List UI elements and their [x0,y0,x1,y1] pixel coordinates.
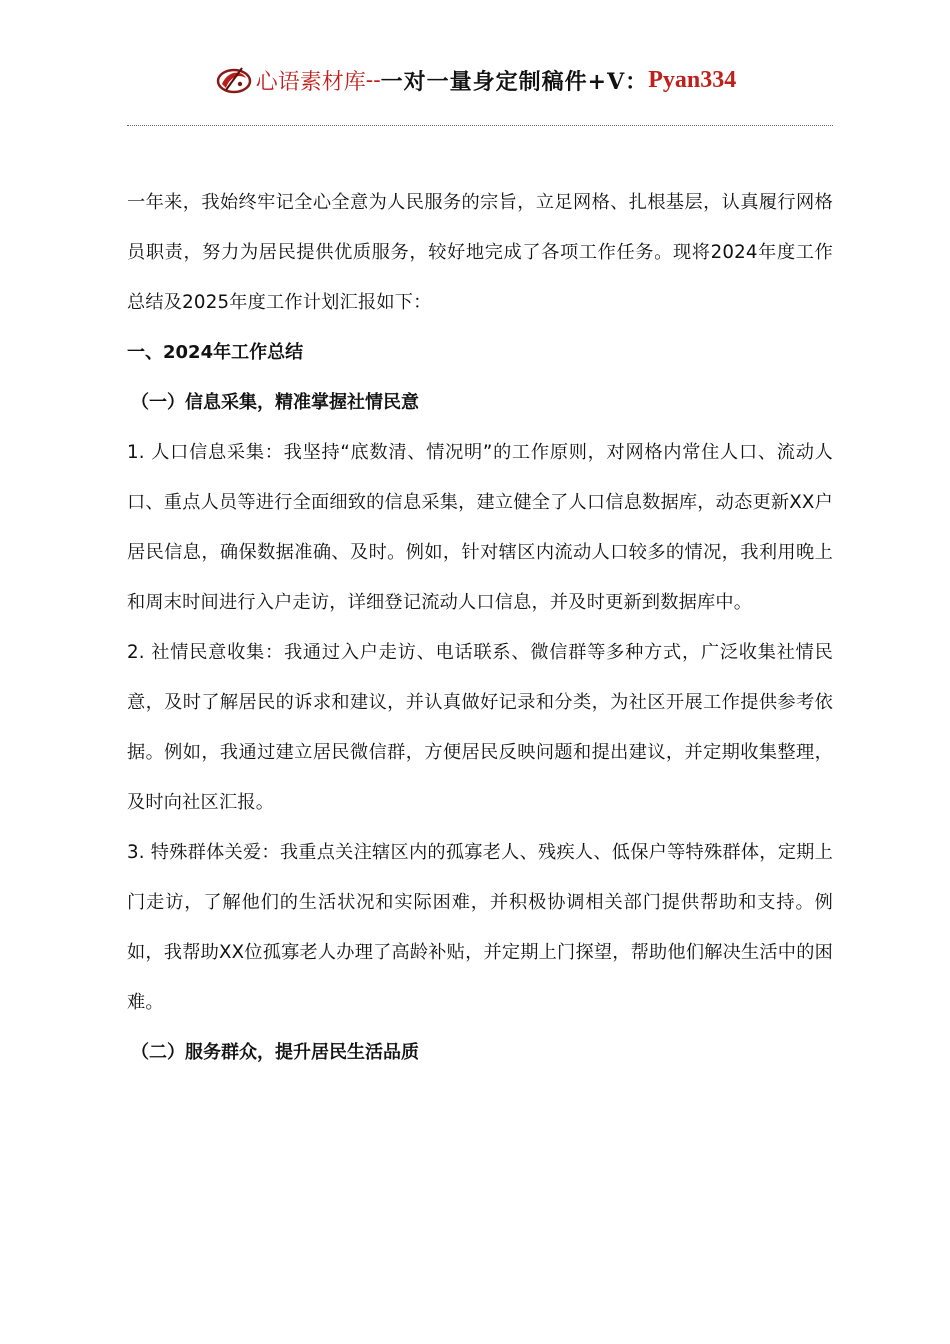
list-item: 3. 特殊群体关爱：我重点关注辖区内的孤寡老人、残疾人、低保户等特殊群体，定期上门走访，了解他们的生活状况和实际困难，并积极协调相关部门提供帮助和支持。例如，我帮助XX位孤寡老人办理了高龄补贴，并定期上门探望，帮助他们解决生活中的困难。 [127,842,833,1013]
header-banner [214,62,736,98]
brand-separator: -- [365,67,381,93]
brand-name: 心语素材库 [255,69,366,95]
contact-id: Pyan334 [648,66,737,93]
list-item: 1. 人口信息采集：我坚持“底数清、情况明”的工作原则，对网格内常住人口、流动人口、重点人员等进行全面细致的信息采集，建立健全了人口信息数据库，动态更新XX户居民信息，确保数据准确、及时。例如，针对辖区内流动人口较多的情况，我利用晚上和周末时间进行入户走访，详细登记流动人口信息，并及时更新到数据库中。 [127,442,833,613]
subsection-heading: （一）信息采集，精准掌握社情民意 [131,392,419,413]
header-divider [127,125,833,126]
section-heading: 一、2024年工作总结 [127,342,304,363]
header-slogan: 一对一量身定制稿件+V： [380,68,649,95]
intro-paragraph: 一年来，我始终牢记全心全意为人民服务的宗旨，立足网格、扎根基层，认真履行网格员职责，努力为居民提供优质服务，较好地完成了各项工作任务。现将2024年度工作总结及2025年度工作计划汇报如下： [127,192,833,313]
page-header [0,58,950,102]
swirl-logo-icon [214,62,254,98]
subsection-heading: （二）服务群众，提升居民生活品质 [131,1042,419,1063]
list-item: 2. 社情民意收集：我通过入户走访、电话联系、微信群等多种方式，广泛收集社情民意，及时了解居民的诉求和建议，并认真做好记录和分类，为社区开展工作提供参考依据。例如，我通过建立居民微信群，方便居民反映问题和提出建议，并定期收集整理，及时向社区汇报。 [127,642,833,813]
document-body [127,178,833,1078]
